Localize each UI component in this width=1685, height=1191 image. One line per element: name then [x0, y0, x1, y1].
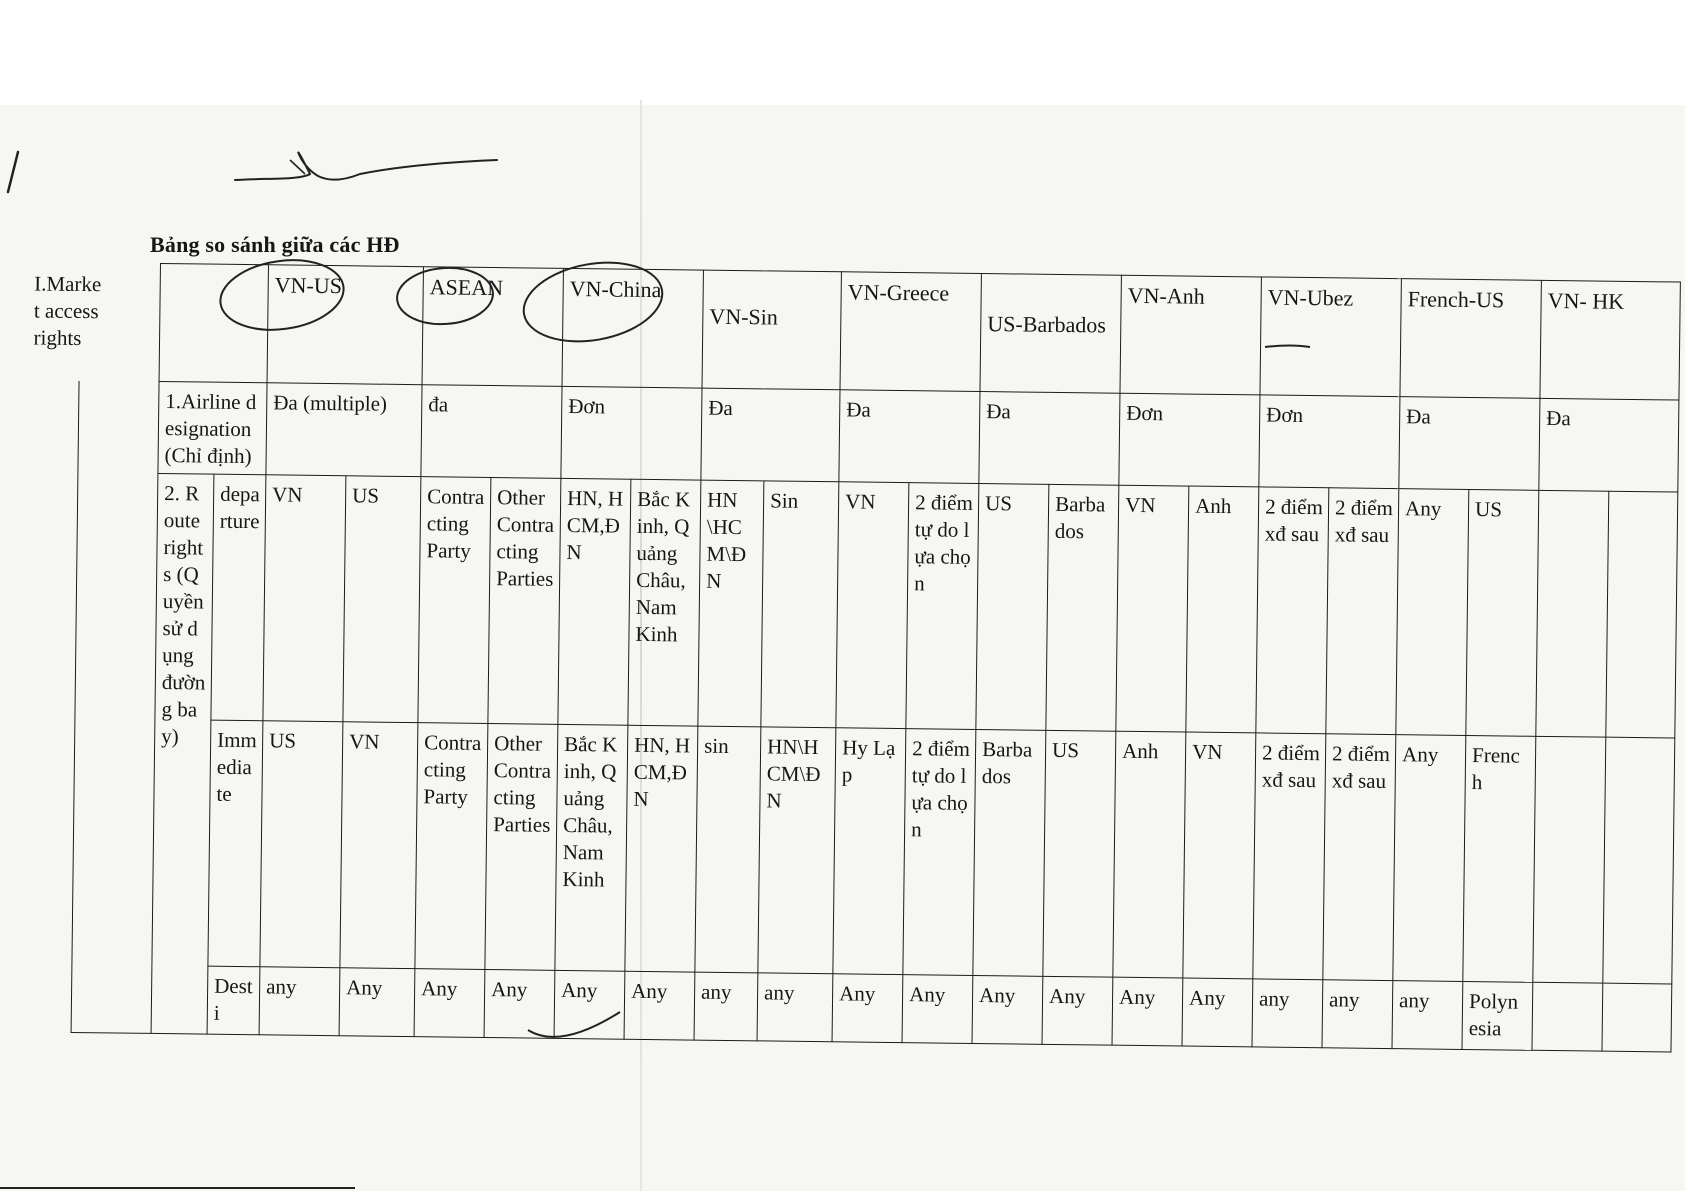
route-cell: VN [1116, 485, 1189, 732]
designation-vn-us: Đa (multiple) [266, 383, 422, 477]
route-cell: Any [1042, 976, 1113, 1045]
route-row-label: departure [211, 474, 266, 721]
designation-vn-anh: Đơn [1119, 393, 1260, 487]
route-cell: Other Contracting Parties [488, 478, 561, 725]
designation-vn-ubez: Đơn [1259, 395, 1400, 489]
route-cell: any [757, 973, 833, 1042]
route-cell: Other Contracting Parties [485, 724, 558, 971]
route-cell [1536, 490, 1609, 737]
route-row-label: Immediate [208, 720, 263, 967]
route-cell: Any [1393, 735, 1466, 982]
route-cell: Any [1112, 977, 1183, 1046]
header-blank-cell [159, 263, 268, 382]
route-cell: HN\HCM\ĐN [698, 480, 764, 727]
route-cell: VN [836, 482, 909, 729]
designation-vn-sin: Đa [701, 388, 840, 482]
route-cell: Any [1396, 489, 1469, 736]
designation-vn-hk: Đa [1539, 398, 1679, 492]
route-cell: US [260, 721, 343, 968]
route-cell: Any [902, 975, 973, 1044]
route-cell: Any [1182, 978, 1253, 1047]
route-cell: US [343, 476, 421, 723]
comparison-table-wrapper [33, 262, 1681, 1053]
route-cell: any [694, 972, 758, 1041]
route-cell: US [1043, 730, 1116, 977]
route-cell: Any [484, 969, 555, 1038]
route-cell: Any [339, 968, 415, 1037]
route-cell: Any [554, 970, 625, 1039]
route-cell: Sin [761, 481, 839, 728]
route-cell: any [1252, 979, 1323, 1048]
route-cell: any [259, 967, 340, 1036]
designation-french-us: Đa [1399, 397, 1540, 491]
route-cell: Anh [1186, 486, 1259, 733]
route-cell: Any [832, 974, 903, 1043]
route-cell: Barbados [1046, 484, 1119, 731]
designation-vn-greece: Đa [839, 390, 980, 484]
route-cell: 2 điểm xđ sau [1253, 733, 1326, 980]
route-cell: 2 điểm tự do lựa chọn [906, 483, 979, 730]
route-cell [1532, 982, 1603, 1051]
route-cell: Barbados [973, 729, 1046, 976]
agreement-vn-china: VN-China [562, 268, 703, 388]
agreement-vn-greece: VN-Greece [840, 272, 981, 392]
route-cell: any [1322, 980, 1393, 1049]
route-cell [1602, 983, 1672, 1052]
section-label: I.Market access rights [33, 270, 102, 350]
route-cell: 2 điểm xđ sau [1323, 734, 1396, 981]
route-cell: sin [695, 726, 761, 973]
route-cell: HN, HCM,ĐN [625, 725, 698, 972]
route-rights-label: 2. Route rights (Quyền sử dụng đường bay) [151, 473, 214, 1034]
route-cell: US [1466, 489, 1539, 736]
route-cell: Bắc Kinh, Quảng Châu, Nam Kinh [628, 479, 701, 726]
route-cell: HN, HCM,ĐN [558, 478, 631, 725]
route-cell: Any [972, 975, 1043, 1044]
route-cell: French [1463, 735, 1536, 982]
agreement-vn-us: VN-US [267, 265, 423, 385]
route-cell: Bắc Kinh, Quảng Châu, Nam Kinh [555, 724, 628, 971]
designation-asean: đa [421, 385, 562, 479]
route-cell: VN [263, 475, 346, 722]
route-cell: any [1392, 981, 1463, 1050]
agreement-us-barbados: US-Barbados [980, 274, 1121, 394]
route-cell: 2 điểm xđ sau [1256, 487, 1329, 734]
route-cell: Polynesia [1462, 981, 1533, 1050]
agreement-vn-hk: VN- HK [1540, 280, 1680, 400]
route-row-departure [75, 472, 1678, 738]
comparison-table [33, 262, 1681, 1053]
agreement-vn-anh: VN-Anh [1120, 275, 1261, 395]
page-bottom-edge [0, 1187, 355, 1189]
route-row-label: Desti [207, 966, 260, 1035]
route-cell: Contracting Party [418, 477, 491, 724]
page-title: Bảng so sánh giữa các HĐ [150, 232, 400, 257]
route-cell: Any [624, 971, 695, 1040]
route-cell [1606, 491, 1678, 738]
page-top-margin [0, 0, 1685, 105]
section-spacer [71, 472, 158, 1033]
route-cell: VN [340, 722, 418, 969]
route-cell: 2 điểm xđ sau [1326, 488, 1399, 735]
agreement-french-us: French-US [1400, 279, 1541, 399]
route-cell: US [976, 483, 1049, 730]
route-cell: Contracting Party [415, 723, 488, 970]
section-spacer [78, 380, 159, 473]
route-cell: Anh [1113, 731, 1186, 978]
agreement-vn-sin: VN-Sin [702, 270, 841, 390]
handwritten-signature [0, 140, 520, 200]
designation-vn-china: Đơn [561, 386, 702, 480]
designation-label: 1.Airline designation (Chỉ định) [158, 381, 267, 474]
designation-us-barbados: Đa [979, 392, 1120, 486]
route-cell [1603, 737, 1675, 984]
route-cell: Any [414, 969, 485, 1038]
agreement-vn-ubez: VN-Ubez [1260, 277, 1401, 397]
agreement-asean: ASEAN [422, 267, 563, 387]
route-cell [1533, 736, 1606, 983]
route-cell: 2 điểm tự do lựa chọn [903, 729, 976, 976]
route-cell: VN [1183, 732, 1256, 979]
route-row-immediate [72, 718, 1675, 984]
route-cell: Hy Lạp [833, 728, 906, 975]
header-row [79, 263, 1680, 401]
route-cell: HN\HCM\ĐN [758, 727, 836, 974]
